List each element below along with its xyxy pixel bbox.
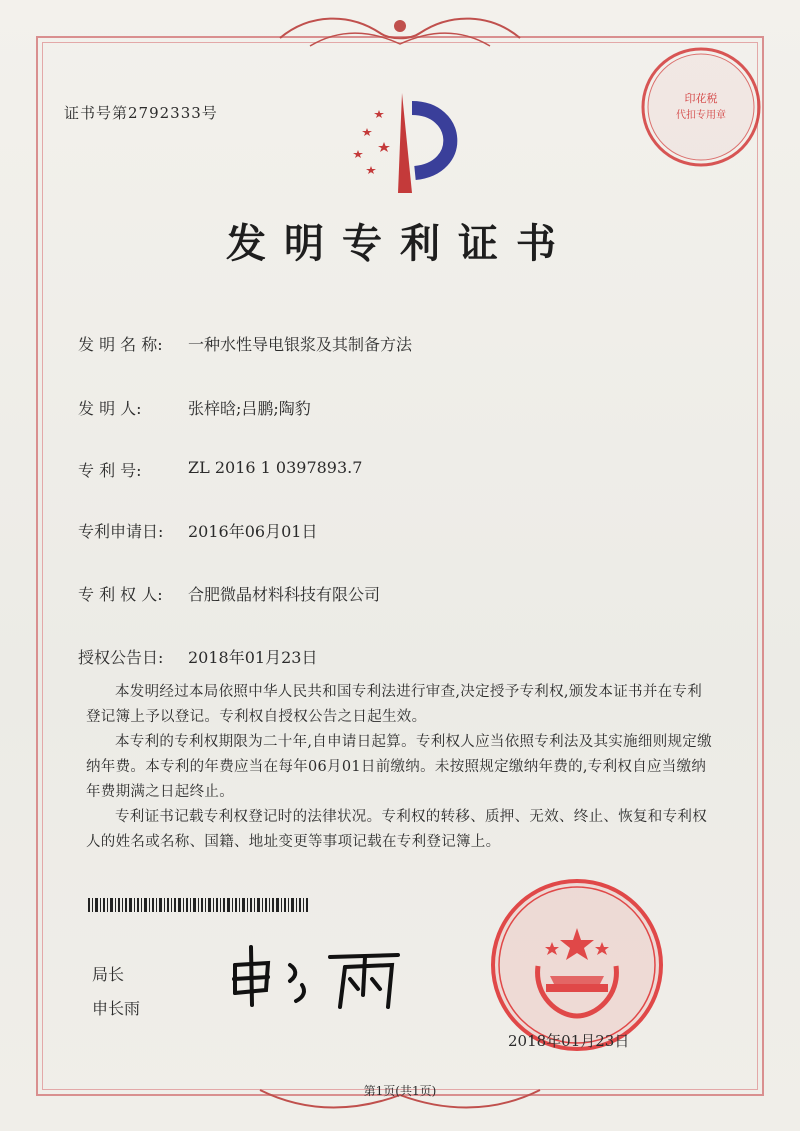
document-title: 发明专利证书 — [226, 220, 574, 267]
field-label: 授权公告日: — [78, 648, 164, 667]
field-value: 2018年01月23日 — [188, 648, 318, 667]
body-paragraph: 专利证书记载专利权登记时的法律状况。专利权的转移、质押、无效、终止、恢复和专利权人的姓名或名称、国籍、地址变更等事项记载在专利登记簿上。 — [86, 809, 707, 850]
body-paragraph: 本专利的专利权期限为二十年,自申请日起算。专利权人应当依照专利法及其实施细则规定缴纳年费。本专利的年费应当在每年06月01日前缴纳。未按照规定缴纳年费的,专利权自应当缴纳年费期满之日起终止。 — [86, 734, 712, 800]
field-value: 张梓晗;吕鹏;陶豹 — [188, 399, 311, 418]
field-label: 专利申请日: — [78, 522, 164, 541]
invention-name-row — [78, 332, 412, 355]
tax-seal-stamp — [636, 42, 766, 172]
director-name: 申长雨 — [92, 999, 141, 1018]
issue-date: 2018年01月23日 — [508, 1032, 630, 1050]
patentee-row — [78, 582, 380, 605]
cnipa-logo — [340, 88, 475, 198]
field-value: 2016年06月01日 — [188, 522, 318, 541]
certificate-body — [86, 680, 716, 855]
certificate-number: 证书号第2792333号 — [64, 104, 218, 122]
barcode — [88, 898, 308, 912]
field-value: 一种水性导电银浆及其制备方法 — [188, 335, 413, 354]
director-signature — [220, 935, 420, 1015]
field-label: 专 利 权 人: — [78, 585, 163, 604]
svg-text:印花税: 印花税 — [684, 92, 718, 105]
field-label: 专 利 号: — [78, 461, 142, 480]
patent-number-row — [78, 458, 362, 481]
field-label: 发 明 人: — [78, 399, 142, 418]
field-value: ZL 2016 1 0397893.7 — [188, 458, 363, 477]
application-date-row — [78, 519, 317, 542]
grant-announcement-date-row — [78, 645, 317, 668]
top-ornament — [270, 8, 530, 58]
svg-text:代扣专用章: 代扣专用章 — [676, 110, 726, 121]
field-label: 发 明 名 称: — [78, 335, 163, 354]
director-title: 局长 — [92, 965, 125, 984]
inventor-row — [78, 396, 311, 419]
field-value: 合肥微晶材料科技有限公司 — [188, 585, 381, 604]
office-seal-stamp — [488, 876, 666, 1054]
page-number: 第1页(共1页) — [363, 1084, 437, 1098]
body-paragraph: 本发明经过本局依照中华人民共和国专利法进行审查,决定授予专利权,颁发本证书并在专利登记簿上予以登记。专利权自授权公告之日起生效。 — [86, 684, 703, 725]
